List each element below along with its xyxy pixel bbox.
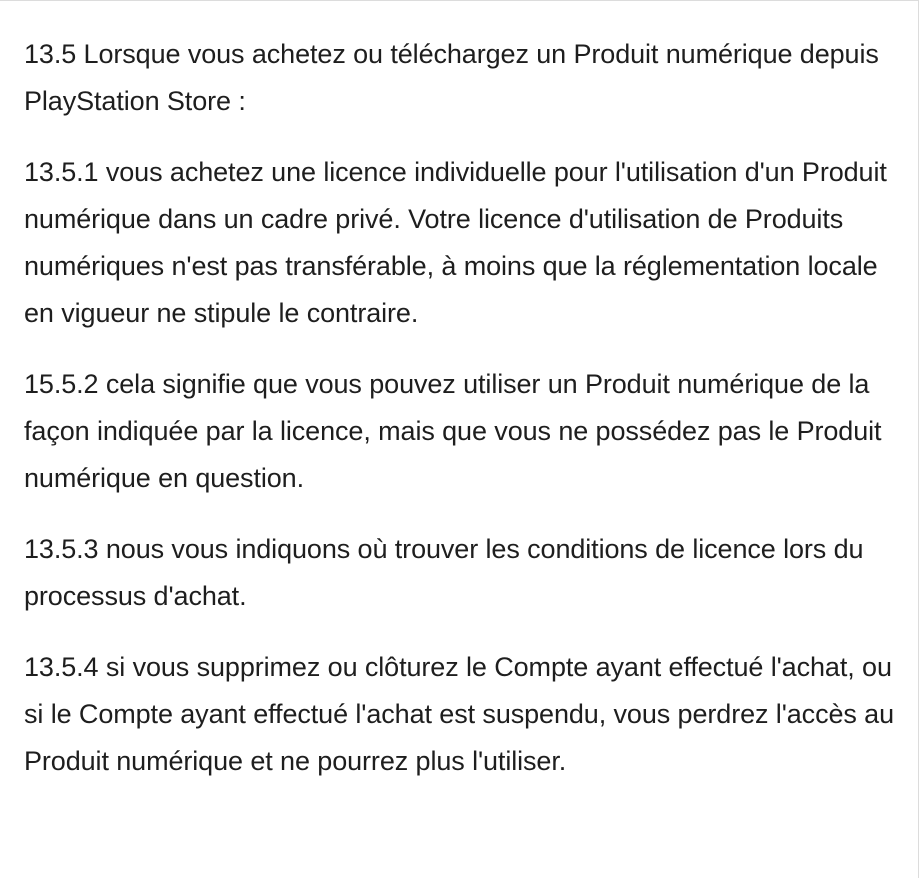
paragraph-15-5-2: 15.5.2 cela signifie que vous pouvez utiliser un Produit numérique de la façon indiquée par la licence, mais que vous ne possédez pas le Produit numérique en question. bbox=[24, 369, 882, 493]
paragraph-13-5: 13.5 Lorsque vous achetez ou téléchargez un Produit numérique depuis PlayStation Store : bbox=[24, 39, 879, 116]
paragraph-13-5-1: 13.5.1 vous achetez une licence individuelle pour l'utilisation d'un Produit numérique dans un cadre privé. Votre licence d'utilisation de Produits numériques n'est pas transférable, à moins que la réglementation locale en vigueur ne stipule le contraire. bbox=[24, 157, 887, 328]
paragraph-13-5-3: 13.5.3 nous vous indiquons où trouver les conditions de licence lors du processus d'achat. bbox=[24, 534, 864, 611]
terms-text-block bbox=[24, 31, 904, 809]
paragraph-13-5-4: 13.5.4 si vous supprimez ou clôturez le Compte ayant effectué l'achat, ou si le Compte ayant effectué l'achat est suspendu, vous perdrez l'accès au Produit numérique et ne pourrez plus l'utiliser. bbox=[24, 652, 895, 776]
